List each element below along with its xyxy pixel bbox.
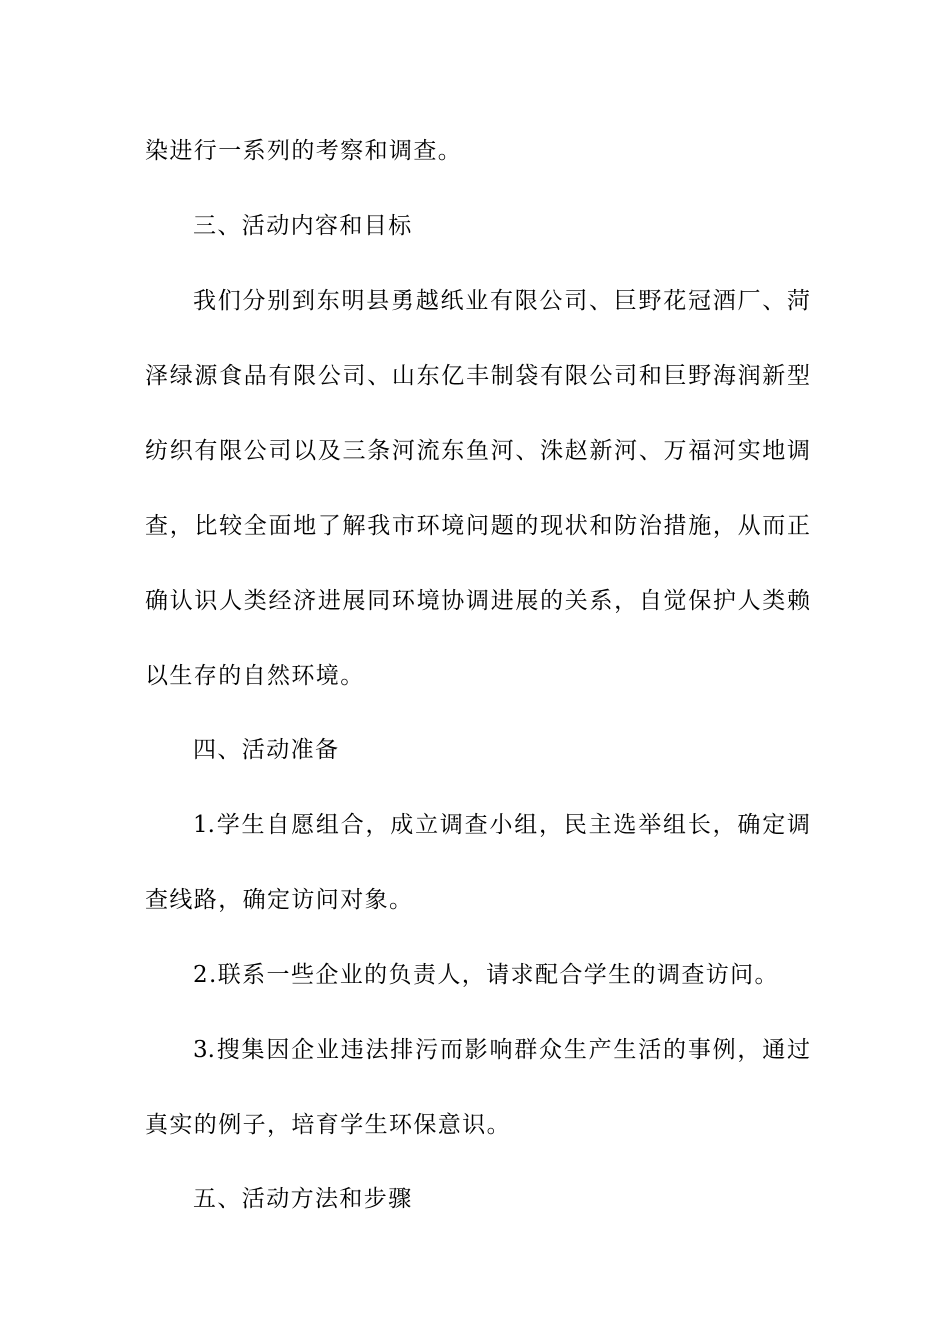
paragraph-line: 确认识人类经济进展同环境协调进展的关系，自觉保护人类赖	[145, 588, 810, 614]
list-item-line: 查线路，确定访问对象。	[145, 887, 414, 913]
list-item-line: 2.联系一些企业的负责人，请求配合学生的调查访问。	[193, 962, 779, 988]
section-heading: 四、活动准备	[193, 737, 340, 763]
paragraph-line: 我们分别到东明县勇越纸业有限公司、巨野花冠酒厂、菏	[193, 288, 810, 314]
paragraph-line: 以生存的自然环境。	[145, 663, 365, 689]
paragraph-line: 泽绿源食品有限公司、山东亿丰制袋有限公司和巨野海润新型	[145, 363, 810, 389]
paragraph-line: 染进行一系列的考察和调查。	[145, 138, 463, 164]
section-heading: 三、活动内容和目标	[193, 213, 413, 239]
list-item-line: 1.学生自愿组合，成立调查小组，民主选举组长，确定调	[193, 812, 810, 838]
section-heading: 五、活动方法和步骤	[193, 1186, 413, 1212]
paragraph-line: 纺织有限公司以及三条河流东鱼河、洙赵新河、万福河实地调	[145, 438, 810, 464]
paragraph-line: 查，比较全面地了解我市环境问题的现状和防治措施，从而正	[145, 513, 810, 539]
list-item-line: 3.搜集因企业违法排污而影响群众生产生活的事例，通过	[193, 1037, 810, 1063]
list-item-line: 真实的例子，培育学生环保意识。	[145, 1112, 511, 1138]
